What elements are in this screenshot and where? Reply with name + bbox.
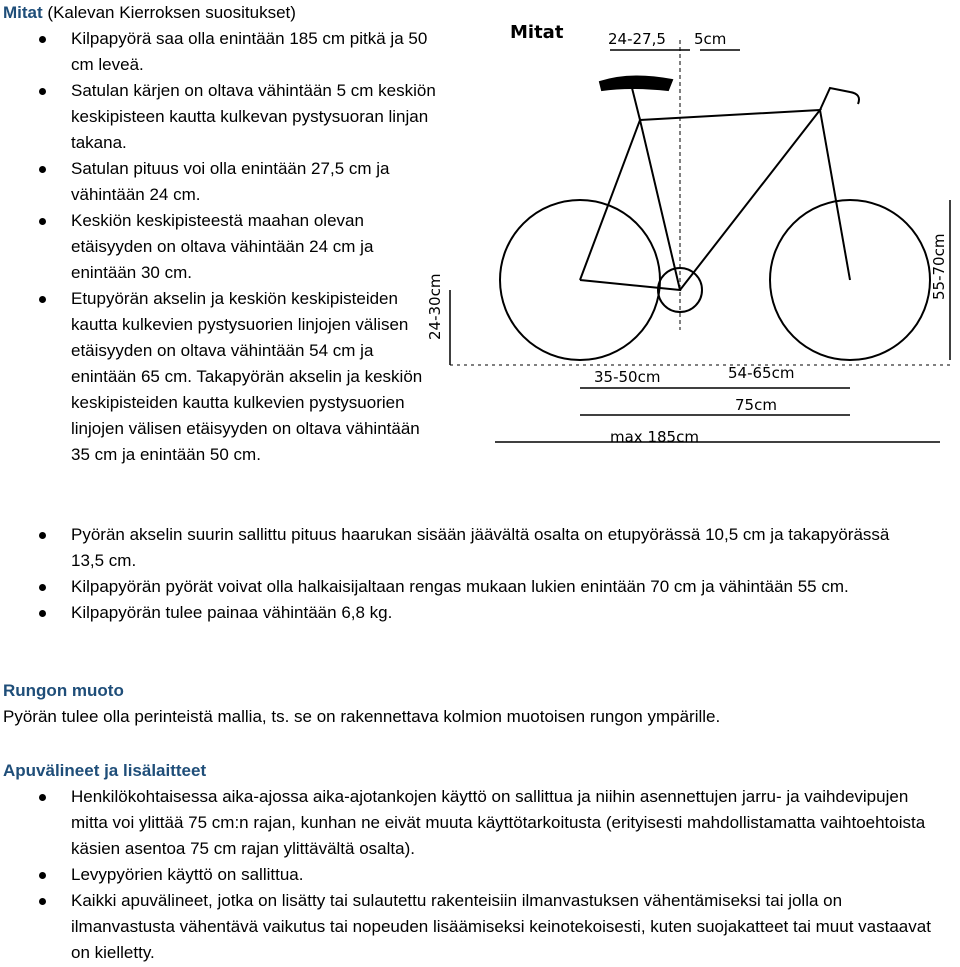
bicycle-dimensions-diagram bbox=[410, 10, 960, 460]
rear-triangle bbox=[580, 120, 680, 290]
list-item: Henkilökohtaisessa aika-ajossa aika-ajotankojen käyttö on sallittua ja niihin asennettujen jarru- ja vaihdevipujen mitta voi ylittää 75 cm:n rajan, kunhan ne eivät muuta käyttötarkoitusta (erityisesti mahdollistamatta vaihtoehtoista käsien asentoa 75 cm rajan ylittävältä osalta). bbox=[3, 784, 933, 862]
max-length-label: max 185cm bbox=[610, 428, 699, 446]
frame-shape-paragraph: Pyörän tulee olla perinteistä mallia, ts. se on rakennettava kolmion muotoisen rungon ympärille. bbox=[3, 707, 721, 726]
list-item: Satulan kärjen on oltava vähintään 5 cm keskiön keskipisteen kautta kulkevan pystysuoran linjan takana. bbox=[3, 78, 443, 156]
main-triangle bbox=[640, 110, 820, 290]
section-title: Mitat bbox=[3, 3, 43, 22]
handlebar bbox=[820, 88, 859, 110]
seatpost bbox=[632, 88, 640, 120]
section-subtitle: (Kalevan Kierroksen suositukset) bbox=[47, 3, 296, 22]
list-item: Kilpapyörän pyörät voivat olla halkaisijaltaan rengas mukaan lukien enintään 70 cm ja vähintään 55 cm. bbox=[3, 574, 903, 600]
list-item: Keskiön keskipisteestä maahan olevan etäisyyden on oltava vähintään 24 cm ja enintään 30 cm. bbox=[3, 208, 443, 286]
dimension-list-continued bbox=[3, 522, 903, 626]
bb-height-label: 24-30cm bbox=[426, 273, 444, 340]
section-rungon-muoto-heading: Rungon muoto bbox=[3, 681, 124, 700]
rear-distance-label: 35-50cm bbox=[594, 368, 661, 386]
list-item: Pyörän akselin suurin sallittu pituus haarukan sisään jäävältä osalta on etupyörässä 10,5 cm ja takapyörässä 13,5 cm. bbox=[3, 522, 903, 574]
saddle-offset-label: 5cm bbox=[694, 30, 727, 48]
list-item: Etupyörän akselin ja keskiön keskipisteiden kautta kulkevien pystysuorien linjojen välisen etäisyyden on oltava vähintään 54 cm ja enintään 65 cm. Takapyörän akselin ja keskiön keskipisteiden kautta kulkevien pystysuorien linjojen välisen etäisyyden on oltava vähintään 35 cm ja enintään 50 cm. bbox=[3, 286, 443, 468]
list-item: Kilpapyörä saa olla enintään 185 cm pitkä ja 50 cm leveä. bbox=[3, 26, 443, 78]
list-item: Kaikki apuvälineet, jotka on lisätty tai sulautettu rakenteisiin ilmanvastuksen vähentämiseksi tai jolla on ilmanvastusta vähentävä vaikutus tai nopeuden lisäämiseksi keinotekoisesti, kuten suojakatteet tai muut vastaavat on kielletty. bbox=[3, 888, 933, 966]
front-distance-label: 54-65cm bbox=[728, 364, 795, 382]
accessories-list bbox=[3, 784, 933, 966]
fork bbox=[820, 110, 850, 280]
list-item: Levypyörien käyttö on sallittua. bbox=[3, 862, 933, 888]
saddle-length-label: 24-27,5 bbox=[608, 30, 666, 48]
section-mitat-heading bbox=[3, 0, 296, 26]
diagram-title: Mitat bbox=[510, 22, 564, 43]
wheel-diameter-label: 55-70cm bbox=[930, 233, 948, 300]
saddle bbox=[600, 76, 672, 90]
dimension-list bbox=[3, 26, 443, 468]
wheelbase-label: 75cm bbox=[735, 396, 777, 414]
list-item: Satulan pituus voi olla enintään 27,5 cm ja vähintään 24 cm. bbox=[3, 156, 443, 208]
list-item: Kilpapyörän tulee painaa vähintään 6,8 kg. bbox=[3, 600, 903, 626]
section-apuvalineet-heading: Apuvälineet ja lisälaitteet bbox=[3, 761, 207, 780]
